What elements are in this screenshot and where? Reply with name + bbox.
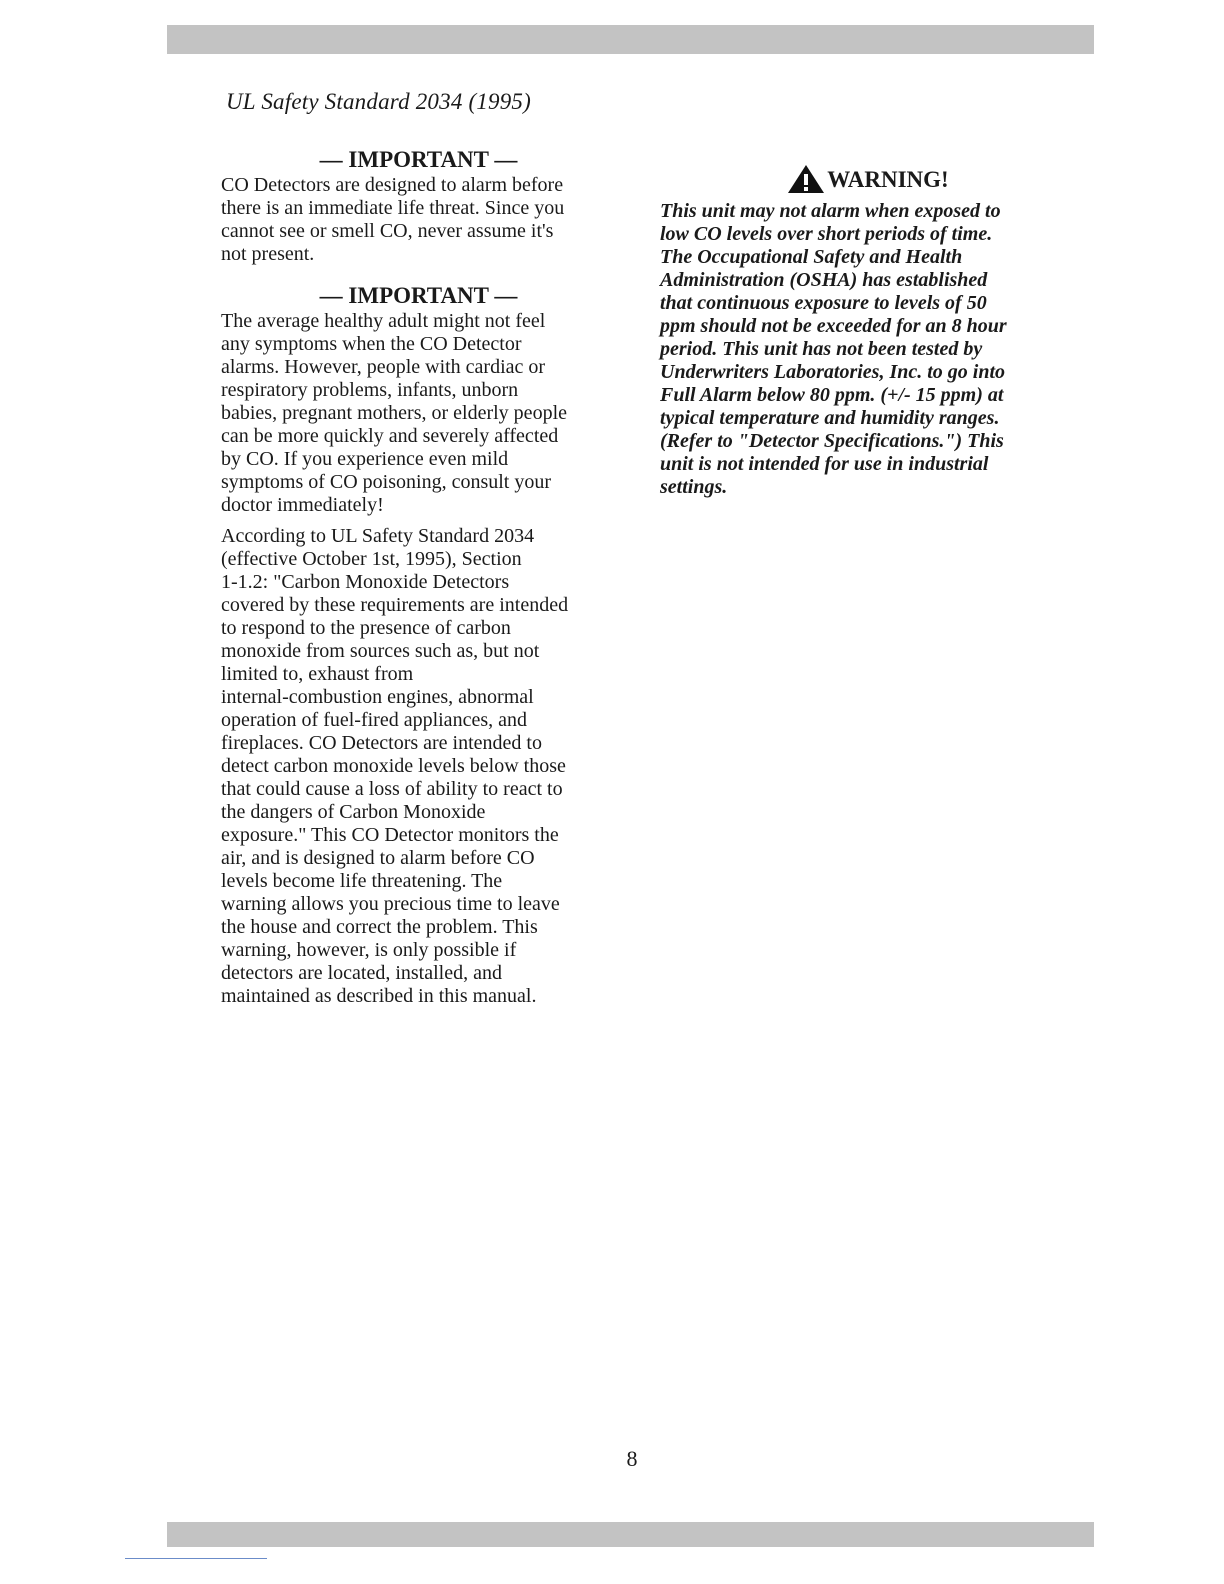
warning-triangle-icon	[787, 164, 827, 194]
important-text-2: The average healthy adult might not feel any symptoms when the CO Detector alarms. However, people with cardiac or respiratory problems, infants, unborn babies, pregnant mothers, or elderly people can be more quickly and severely affected by CO. If you experience even mild symptoms of CO poisoning, consult your doctor immediately!	[221, 310, 567, 516]
important-heading-2: — IMPORTANT —	[319, 283, 518, 308]
warning-heading-row	[656, 164, 1080, 194]
warning-text: This unit may not alarm when exposed to low CO levels over short periods of time. The Occupational Safety and Health Administration (OSHA) has established that continuous exposure to levels of 50 ppm should not be exceeded for an 8 hour period. This unit has not been tested by Underwriters Laboratories, Inc. to go into Full Alarm below 80 ppm. (+/- 15 ppm) at typical temperature and humidity ranges. (Refer to "Detector Specifications.") This unit is not intended for use in industrial settings.	[660, 200, 1007, 498]
warning-heading: WARNING!	[827, 167, 949, 192]
scan-edge-line	[125, 1558, 267, 1559]
important-notice-2	[221, 282, 621, 517]
page-header-title: UL Safety Standard 2034 (1995)	[226, 89, 531, 114]
ul-standard-paragraph: According to UL Safety Standard 2034 (effective October 1st, 1995), Section 1-1.2: "Carbon Monoxide Detectors covered by these requirements are intended to respond to the presence of carbon monoxide from sources such as, but not limited to, exhaust from internal-combustion engines, abnormal operation of fuel-fired appliances, and fireplaces. CO Detectors are intended to detect carbon monoxide levels below those that could cause a loss of ability to react to the dangers of Carbon Monoxide exposure." This CO Detector monitors the air, and is designed to alarm before CO levels become life threatening. The warning allows you precious time to leave the house and correct the problem. This warning, however, is only possible if detectors are located, installed, and maintained as described in this manual.	[221, 525, 569, 1007]
top-gray-band	[167, 25, 1094, 54]
page-number: 8	[626, 1446, 638, 1471]
left-column	[221, 146, 621, 1008]
important-heading-1: — IMPORTANT —	[319, 147, 518, 172]
important-notice-1	[221, 146, 621, 266]
important-text-1: CO Detectors are designed to alarm before there is an immediate life threat. Since you cannot see or smell CO, never assume it's not present.	[221, 174, 565, 265]
bottom-gray-band	[167, 1522, 1094, 1547]
right-column	[660, 164, 1080, 499]
